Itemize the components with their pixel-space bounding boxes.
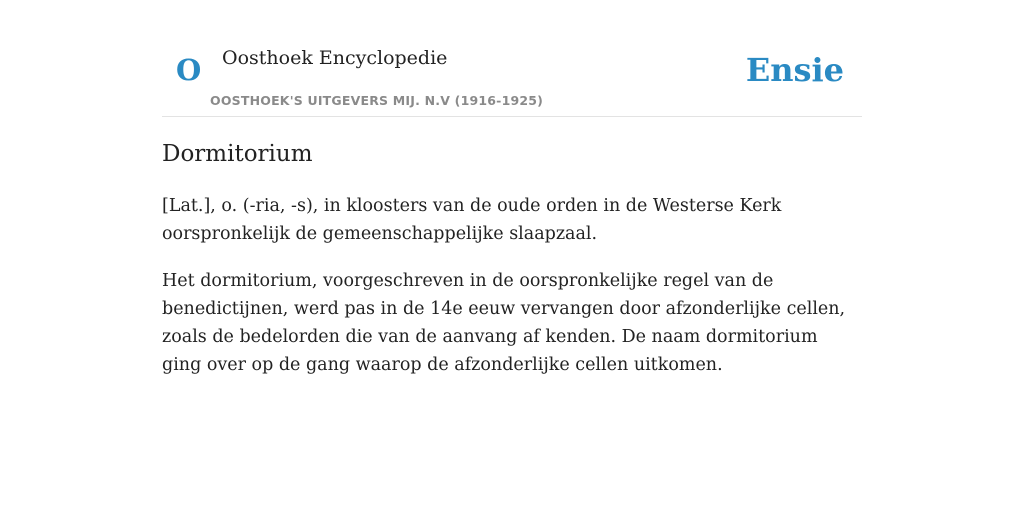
page-content <box>162 0 862 375</box>
book-title-link[interactable]: Oosthoek Encyclopedie <box>222 47 448 69</box>
entry-paragraph: Het dormitorium, voorgeschreven in de oorspronkelijke regel van de benedictijnen, werd pas in de 14e eeuw vervangen door afzonderlijke cellen, zoals de bedelorden die van de aanvang af kenden. De naam dormitorium ging over op de gang waarop de afzonderlijke cellen uitkomen. <box>162 271 846 375</box>
ensie-brand-link[interactable]: Ensie <box>745 51 844 89</box>
publisher-label: OOSTHOEK'S UITGEVERS MIJ. N.V (1916-1925) <box>210 93 544 108</box>
book-logo-link[interactable]: O <box>176 53 202 87</box>
book-header <box>162 0 862 117</box>
entry-paragraph: [Lat.], o. (-ria, -s), in kloosters van de oude orden in de Westerse Kerk oorspronkelijk de gemeenschappelijke slaapzaal. <box>162 196 782 244</box>
entry-title: Dormitorium <box>162 141 313 167</box>
